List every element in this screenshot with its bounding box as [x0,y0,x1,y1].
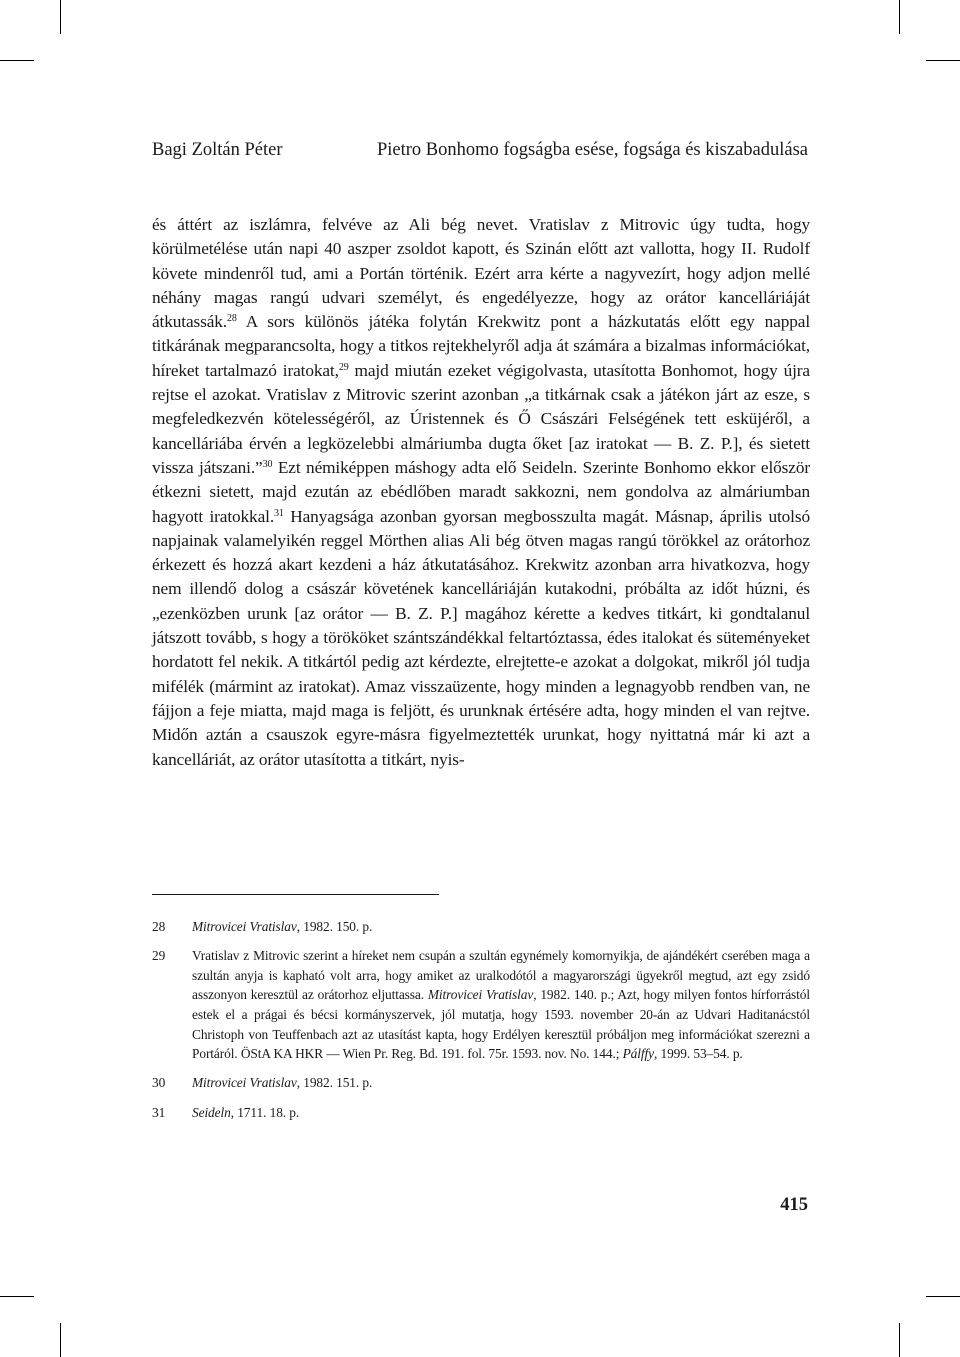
body-segment: és áttért az iszlámra, felvéve az Ali bég nevet. Vratislav z Mitrovic úgy tudta, hogy körülmetélése után napi 40 aszper zsoldot kapott, és Szinán előtt azt vallotta, hogy II. Rudolf követe mindenről tud, ami a Portán történik. Ezért arra kérte a nagyvezírt, hogy adjon mellé néhány magas rangú udvari személyt, és engedélyezze, hogy az orátor kancelláriáját átkutassák. [152,215,810,332]
body-segment: majd miután ezeket végigolvasta, utasította Bonhomot, hogy újra rejtse el azokat. Vratislav z Mitrovic szerint azonban „a titkárnak csak a játékon járt az esze, s megfeledkezvén kötelességéről, az Úristennek és Ő Császári Felségének tett esküjéről, a kancelláriába érvén a legközelebbi almáriumba dugta őket [az iratokat — B. Z. P.], és sietett vissza játszani.” [152,360,810,477]
header-author: Bagi Zoltán Péter [152,140,283,160]
crop-mark [899,1323,900,1357]
body-segment: A sors különös játéka folytán Krekwitz pont a házkutatás előtt egy nappal titkárának megparancsolta, hogy a titkos rejtekhelyről adja át számára a bizalmas információkat, híreket tartalmazó iratokat, [152,312,810,380]
crop-mark [926,60,960,61]
footnote-text: , 1982. 140. p.; Azt, hogy milyen fontos hírforrástól estek el a prágai és bécsi kormányszervek, jól mutatja, hogy 1593. november 20-án az Udvari Haditanácstól Christoph von Teuffenbach azt az utasítást kapta, hogy Erdélyen keresztül próbáljon meg információkat szerezni a Portáról. ÖStA KA HKR — Wien Pr. Reg. Bd. 191. fol. 75r. 1593. nov. No. 144.; [192,987,810,1062]
footnote-text: , 1982. 151. p. [296,1075,373,1091]
footnote-text: Vratislav z Mitrovic szerint a híreket nem csupán a szultán egynémely komornyikja, de ajándékért cserében maga a szultán anyja is kapható volt arra, hogy amiket az uralkodótól a magyarországi ügyekről megtud, azt egy zsidó asszonyon keresztül az orátorhoz eljuttassa. [192,948,810,1003]
footnote-citation: Mitrovicei Vratislav [427,987,534,1003]
footnote-number: 30 [152,1075,166,1091]
footnote-ref: 29 [338,361,349,373]
body-text [152,213,810,772]
footnote [152,1073,810,1093]
footnote [152,946,810,1064]
footnote-ref: 28 [227,313,237,325]
footnote-ref: 30 [262,458,273,470]
footnotes [152,917,810,1132]
header-title: Pietro Bonhomo fogságba esése, fogsága és kiszabadulása [376,140,808,160]
footnote-number: 29 [152,948,166,964]
footnote-ref: 31 [274,507,284,519]
body-segment: Ezt némiképpen máshogy adta elő Seideln. Szerinte Bonhomo ekkor először étkezni sietett, majd ezután az ebédlőben maradt sakkozni, nem gondolva az almáriumban hagyott iratokkal. [152,457,810,526]
footnote-citation: Mitrovicei Vratislav [192,919,297,934]
footnote-rule [152,894,439,895]
crop-mark [926,1296,960,1297]
crop-mark [0,60,34,61]
footnote [152,917,810,937]
footnote-text: , 1999. 53–54. p. [653,1046,743,1062]
footnote [152,1103,810,1123]
footnote-text: , 1711. 18. p. [230,1104,300,1120]
footnote-text: , 1982. 150. p. [296,919,373,934]
footnote-citation: Mitrovicei Vratislav [192,1075,297,1091]
crop-mark [60,1323,61,1357]
footnote-citation: Seideln [192,1104,231,1120]
page-number: 415 [780,1195,808,1215]
footnote-number: 31 [152,1104,166,1120]
crop-mark [0,1296,34,1297]
footnote-number: 28 [152,919,166,934]
crop-mark [60,0,61,34]
footnote-citation: Pálffy [622,1046,654,1062]
crop-mark [899,0,900,34]
body-segment: Hanyagsága azonban gyorsan megbosszulta magát. Másnap, április utolsó napjainak valamelyikén reggel Mörthen alias Ali bég ötven magas rangú törökkel az orátorhoz érkezett és hozzá akart kezdeni a ház átkutatásához. Krekwitz azonban arra hivatkozva, hogy nem illendő dolog a császár követének kancelláriáján kutakodni, próbálta az időt húzni, és „ezenközben urunk [az orátor — B. Z. P.] magához kérette a kedves titkárt, ki gondtalanul játszott tovább, s hogy a törököket szántszándékkal feltartóztassa, édes italokat és süteményeket hordatott fel nekik. A titkártól pedig azt kérdezte, elrejtette-e azokat a dolgokat, mikről jól tudja mifélék (mármint az iratokat). Amaz visszaüzente, hogy minden a legnagyobb rendben van, ne fájjon a feje miatta, majd maga is feljött, és urunknak értésére adta, hogy minden el van rejtve. Midőn aztán a csauszok egyre-másra figyelmeztették urunkat, hogy nyittatná már ki azt a kancelláriát, az orátor utasította a titkárt, nyis- [152,506,810,769]
